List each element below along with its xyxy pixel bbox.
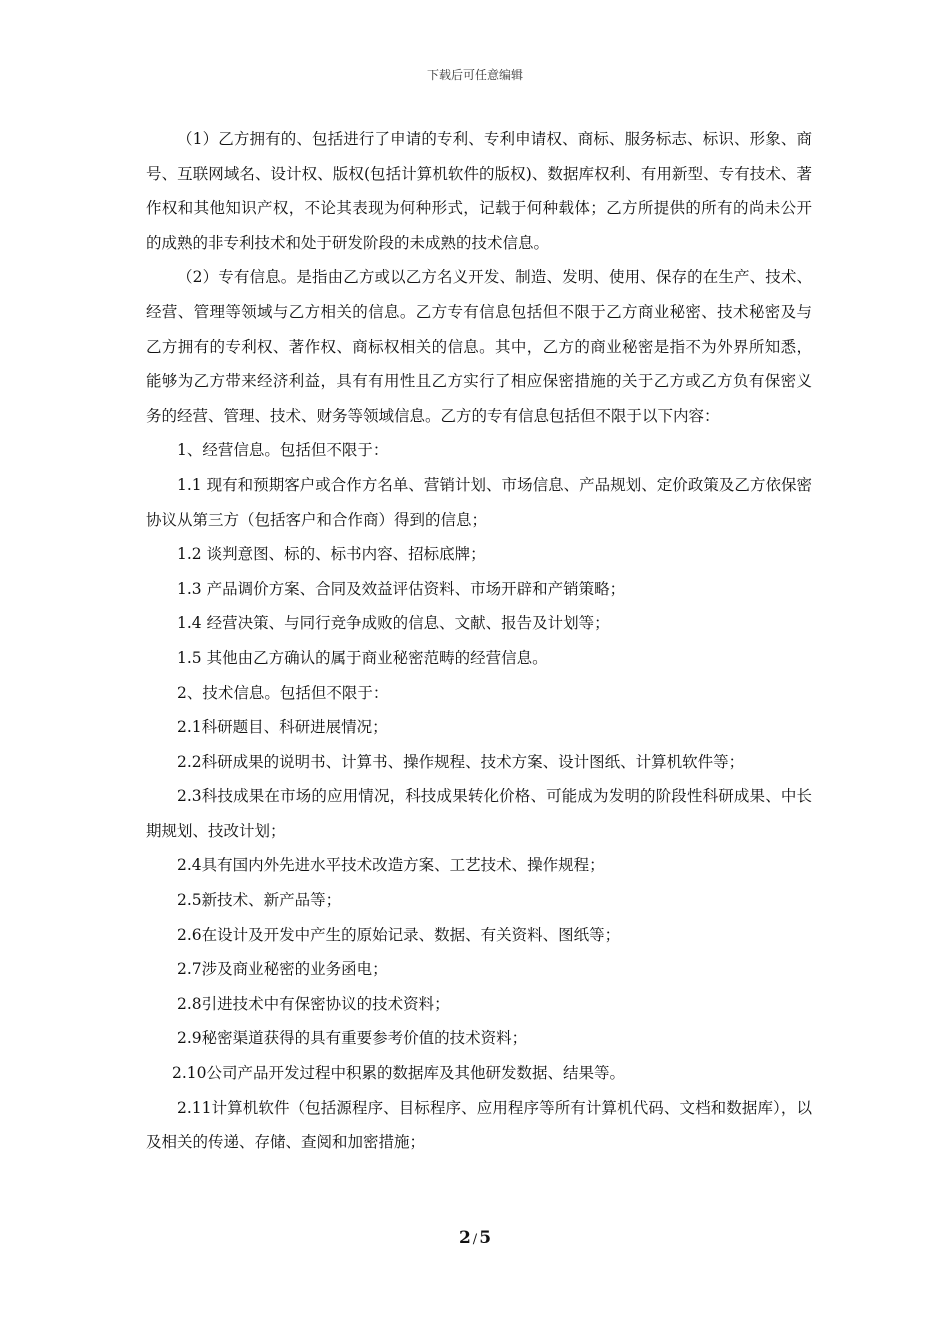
list-item-2-3: 2.3科技成果在市场的应用情况，科技成果转化价格、可能成为发明的阶段性科研成果、中长期规划、技改计划； <box>146 787 812 840</box>
document-body <box>146 122 812 1160</box>
list-item-2-7: 2.7涉及商业秘密的业务函电； <box>177 960 388 979</box>
section-technical-info-heading: 2、技术信息。包括但不限于： <box>177 683 389 702</box>
page-header-note: 下载后可任意编辑 <box>426 68 523 82</box>
current-page-number: 2 <box>458 1228 471 1248</box>
list-item-2-2: 2.2科研成果的说明书、计算书、操作规程、技术方案、设计图纸、计算机软件等； <box>177 752 745 771</box>
list-item-1-1: 1.1 现有和预期客户或合作方名单、营销计划、市场信息、产品规划、定价政策及乙方依保密协议从第三方（包括客户和合作商）得到的信息； <box>146 475 812 529</box>
list-item-2-8: 2.8引进技术中有保密协议的技术资料； <box>177 994 450 1013</box>
list-item-2-4: 2.4具有国内外先进水平技术改造方案、工艺技术、操作规程； <box>177 856 605 875</box>
list-item-2-9: 2.9秘密渠道获得的具有重要参考价值的技术资料； <box>177 1029 528 1048</box>
list-item-2-10: 2.10公司产品开发过程中积累的数据库及其他研发数据、结果等。 <box>172 1064 626 1083</box>
list-item-2-6: 2.6在设计及开发中产生的原始记录、数据、有关资料、图纸等； <box>177 925 621 944</box>
paragraph-proprietary-info: （2）专有信息。是指由乙方或以乙方名义开发、制造、发明、使用、保存的在生产、技术、经营、管理等领域与乙方相关的信息。乙方专有信息包括但不限于乙方商业秘密、技术秘密及与乙方拥有的专利权、著作权、商标权相关的信息。其中，乙方的商业秘密是指不为外界所知悉，能够为乙方带来经济利益，具有有用性且乙方实行了相应保密措施的关于乙方或乙方负有保密义务的经营、管理、技术、财务等领域信息。乙方的专有信息包括但不限于以下内容： <box>146 268 812 425</box>
section-business-info-heading: 1、经营信息。包括但不限于： <box>177 441 389 460</box>
page-separator: / <box>472 1232 478 1247</box>
list-item-2-1: 2.1科研题目、科研进展情况； <box>177 718 388 737</box>
page-number <box>0 1228 950 1248</box>
list-item-1-2: 1.2 谈判意图、标的、标书内容、招标底牌； <box>177 545 486 564</box>
list-item-2-5: 2.5新技术、新产品等； <box>177 891 342 910</box>
list-item-1-3: 1.3 产品调价方案、合同及效益评估资料、市场开辟和产销策略； <box>177 579 626 598</box>
list-item-2-11: 2.11计算机软件（包括源程序、目标程序、应用程序等所有计算机代码、文档和数据库），以及相关的传递、存储、查阅和加密措施； <box>146 1098 812 1152</box>
paragraph-ip-rights: （1）乙方拥有的、包括进行了申请的专利、专利申请权、商标、服务标志、标识、形象、商号、互联网域名、设计权、版权(包括计算机软件的版权)、数据库权利、有用新型、专有技术、著作权和其他知识产权，不论其表现为何种形式，记载于何种载体；乙方所提供的所有的尚未公开的成熟的非专利技术和处于研发阶段的未成熟的技术信息。 <box>146 130 812 252</box>
list-item-1-5: 1.5 其他由乙方确认的属于商业秘密范畴的经营信息。 <box>177 648 548 667</box>
total-page-count: 5 <box>479 1228 492 1248</box>
list-item-1-4: 1.4 经营决策、与同行竞争成败的信息、文献、报告及计划等； <box>177 614 610 633</box>
